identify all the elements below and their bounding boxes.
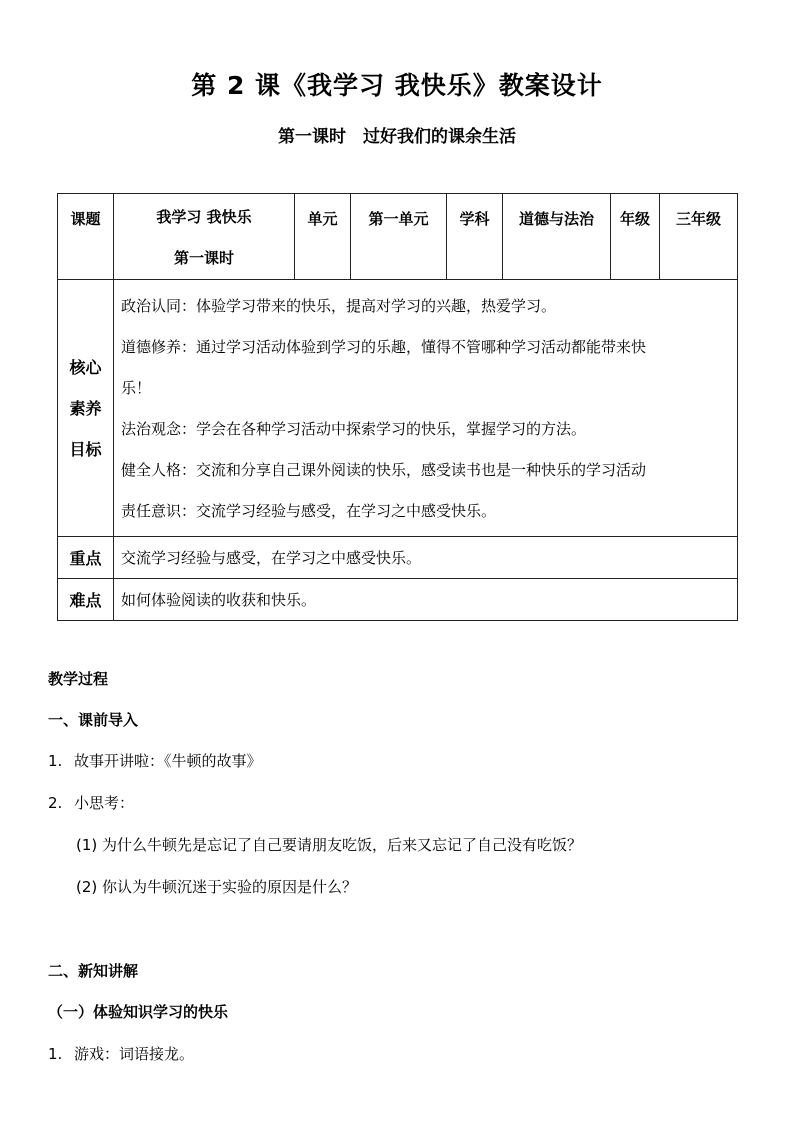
- question-item: (1) 为什么牛顿先是忘记了自己要请朋友吃饭，后来又忘记了自己没有吃饭？: [76, 836, 583, 854]
- topic-line2: 第一课时: [173, 249, 234, 267]
- document-subtitle: 第一课时 过好我们的课余生活: [278, 127, 516, 147]
- subject-value: 道德与法治: [503, 194, 611, 280]
- goal-line: 责任意识：交流学习经验与感受，在学习之中感受快乐。: [121, 502, 497, 520]
- section-heading: 一、课前导入: [48, 711, 139, 729]
- lesson-info-table: [57, 193, 738, 621]
- core-goals-label: 核心 素养 目标: [58, 280, 114, 537]
- difficulty-row: [58, 579, 738, 621]
- core-goals-content: [114, 280, 738, 537]
- table-header-row: [58, 194, 738, 280]
- topic-header: 课题: [58, 194, 114, 280]
- core-goals-row: [58, 280, 738, 537]
- key-point-label: 重点: [58, 537, 114, 579]
- list-item: 1. 游戏：词语接龙。: [48, 1045, 195, 1063]
- question-item: (2) 你认为牛顿沉迷于实验的原因是什么？: [76, 878, 358, 896]
- topic-line1: 我学习 我快乐: [156, 208, 252, 226]
- grade-header: 年级: [611, 194, 660, 280]
- goal-line: 道德修养：通过学习活动体验到学习的乐趣，懂得不管哪种学习活动都能带来快: [121, 338, 647, 356]
- difficulty-text: 如何体验阅读的收获和快乐。: [114, 579, 738, 621]
- key-point-row: [58, 537, 738, 579]
- grade-value: 三年级: [660, 194, 738, 280]
- goal-line: 乐！: [121, 379, 152, 397]
- key-point-text: 交流学习经验与感受，在学习之中感受快乐。: [114, 537, 738, 579]
- subject-header: 学科: [447, 194, 503, 280]
- subsection-heading: （一）体验知识学习的快乐: [48, 1003, 229, 1021]
- unit-header: 单元: [295, 194, 351, 280]
- list-item: 2. 小思考：: [48, 794, 135, 812]
- difficulty-label: 难点: [58, 579, 114, 621]
- goal-line: 法治观念：学会在各种学习活动中探索学习的快乐，掌握学习的方法。: [121, 420, 587, 438]
- topic-cell: [114, 194, 295, 280]
- list-item: 1. 故事开讲啦：《牛顿的故事》: [48, 752, 262, 770]
- document-title: 第 2 课《我学习 我快乐》教案设计: [191, 71, 603, 100]
- goal-line: 政治认同：体验学习带来的快乐，提高对学习的兴趣，热爱学习。: [121, 297, 557, 315]
- goal-line: 健全人格：交流和分享自己课外阅读的快乐，感受读书也是一种快乐的学习活动: [121, 461, 647, 479]
- section-heading: 二、新知讲解: [48, 962, 139, 980]
- process-heading: 教学过程: [48, 670, 109, 688]
- unit-value: 第一单元: [351, 194, 447, 280]
